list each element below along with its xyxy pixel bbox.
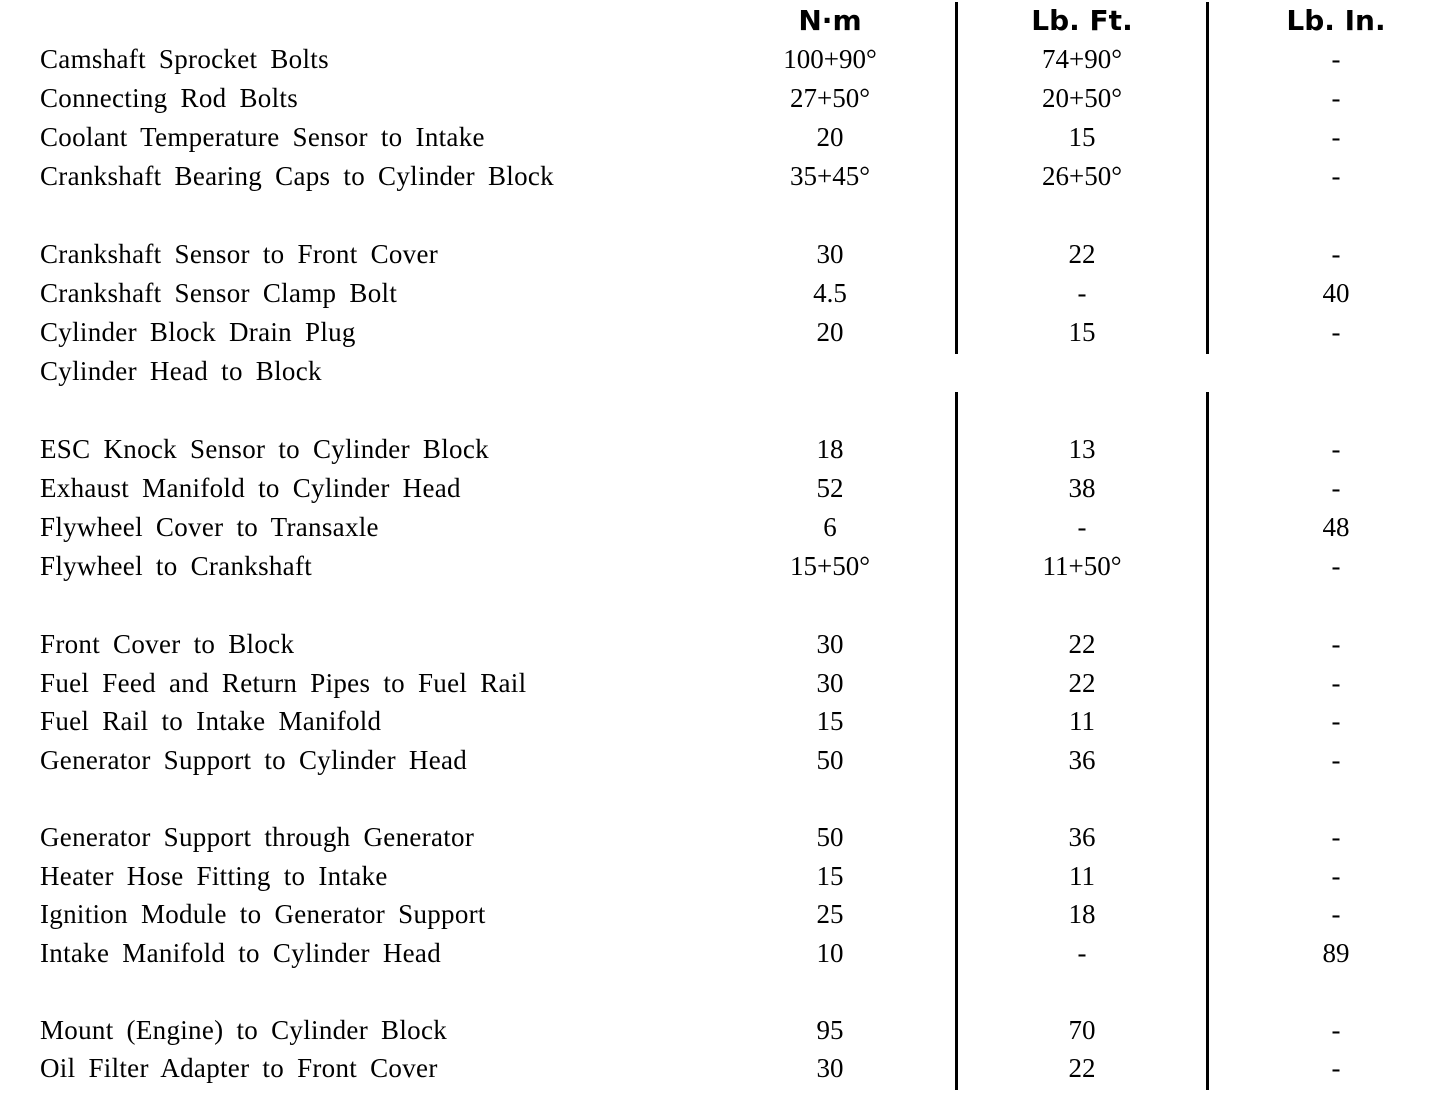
table-row	[0, 899, 1440, 935]
row-label: Cylinder Block Drain Plug	[40, 317, 356, 347]
row-label: Crankshaft Sensor Clamp Bolt	[40, 278, 398, 308]
row-label: Generator Support through Generator	[40, 822, 475, 852]
row-label: Connecting Rod Bolts	[40, 83, 299, 113]
table-row	[0, 278, 1440, 314]
value-nm: 10	[816, 938, 844, 968]
value-lbft: 36	[1068, 822, 1096, 852]
value-nm: 50	[816, 822, 844, 852]
value-lbft: 13	[1068, 434, 1096, 464]
table-row	[0, 512, 1440, 548]
value-nm: 15	[816, 706, 844, 736]
value-lbft: -	[1077, 278, 1087, 308]
row-label: Oil Filter Adapter to Front Cover	[40, 1053, 438, 1083]
table-row	[0, 44, 1440, 80]
value-lbft: 36	[1068, 745, 1096, 775]
table-row	[0, 83, 1440, 119]
row-label: Generator Support to Cylinder Head	[40, 745, 468, 775]
value-nm: 20	[816, 317, 844, 347]
table-row	[0, 161, 1440, 197]
table-row	[0, 938, 1440, 974]
value-lbin: -	[1331, 899, 1341, 929]
table-row	[0, 745, 1440, 781]
value-lbin: 40	[1322, 278, 1350, 308]
value-lbin: -	[1331, 83, 1341, 113]
value-lbft: 18	[1068, 899, 1096, 929]
value-lbin: -	[1331, 668, 1341, 698]
value-lbft: 15	[1068, 122, 1096, 152]
value-lbin: 48	[1322, 512, 1350, 542]
table-row	[0, 551, 1440, 587]
value-lbin: -	[1331, 629, 1341, 659]
value-nm: 30	[816, 668, 844, 698]
table-row	[0, 356, 1440, 392]
table-row	[0, 1015, 1440, 1051]
row-label: Heater Hose Fitting to Intake	[40, 861, 388, 891]
value-lbft: 70	[1068, 1015, 1096, 1045]
value-lbin: -	[1331, 434, 1341, 464]
header-lbft: Lb. Ft.	[1031, 4, 1133, 37]
value-lbin: -	[1331, 317, 1341, 347]
value-lbft: -	[1077, 938, 1087, 968]
value-nm: 52	[816, 473, 844, 503]
value-nm: 4.5	[813, 278, 847, 308]
value-lbft: 22	[1068, 239, 1096, 269]
row-label: Intake Manifold to Cylinder Head	[40, 938, 441, 968]
row-label: ESC Knock Sensor to Cylinder Block	[40, 434, 489, 464]
row-label: Flywheel to Crankshaft	[40, 551, 313, 581]
table-row	[0, 1053, 1440, 1089]
value-nm: 50	[816, 745, 844, 775]
value-nm: 100+90°	[783, 44, 877, 74]
value-lbin: -	[1331, 861, 1341, 891]
table-row	[0, 434, 1440, 470]
row-label: Exhaust Manifold to Cylinder Head	[40, 473, 461, 503]
value-lbft: 11	[1069, 706, 1095, 736]
row-label: Camshaft Sprocket Bolts	[40, 44, 329, 74]
table-row	[0, 706, 1440, 742]
row-label: Ignition Module to Generator Support	[40, 899, 486, 929]
value-nm: 18	[816, 434, 844, 464]
value-nm: 95	[816, 1015, 844, 1045]
value-lbin: -	[1331, 1053, 1341, 1083]
value-nm: 30	[816, 239, 844, 269]
value-lbft: 38	[1068, 473, 1096, 503]
value-lbft: 20+50°	[1041, 83, 1123, 113]
value-lbin: 89	[1322, 938, 1350, 968]
value-lbin: -	[1331, 473, 1341, 503]
value-lbin: -	[1331, 44, 1341, 74]
row-label: Crankshaft Bearing Caps to Cylinder Block	[40, 161, 554, 191]
value-lbin: -	[1331, 706, 1341, 736]
value-lbft: -	[1077, 512, 1087, 542]
row-label: Fuel Feed and Return Pipes to Fuel Rail	[40, 668, 527, 698]
table-row	[0, 317, 1440, 353]
table-row	[0, 473, 1440, 509]
value-nm: 20	[816, 122, 844, 152]
value-lbft: 22	[1068, 668, 1096, 698]
header-lbin: Lb. In.	[1286, 4, 1386, 37]
value-lbft: 11	[1069, 861, 1095, 891]
value-lbft: 22	[1068, 1053, 1096, 1083]
table-row	[0, 122, 1440, 158]
row-label: Front Cover to Block	[40, 629, 295, 659]
row-label: Fuel Rail to Intake Manifold	[40, 706, 382, 736]
value-lbin: -	[1331, 1015, 1341, 1045]
value-lbin: -	[1331, 745, 1341, 775]
table-row	[0, 668, 1440, 704]
row-label: Cylinder Head to Block	[40, 356, 322, 386]
value-nm: 15	[816, 861, 844, 891]
value-lbin: -	[1331, 822, 1341, 852]
value-nm: 15+50°	[789, 551, 871, 581]
table-row	[0, 861, 1440, 897]
row-label: Mount (Engine) to Cylinder Block	[40, 1015, 448, 1045]
value-lbft: 11+50°	[1042, 551, 1122, 581]
value-nm: 27+50°	[789, 83, 871, 113]
value-lbft: 22	[1068, 629, 1096, 659]
value-nm: 6	[823, 512, 837, 542]
row-label: Flywheel Cover to Transaxle	[40, 512, 379, 542]
value-nm: 30	[816, 1053, 844, 1083]
value-nm: 35+45°	[789, 161, 871, 191]
value-lbft: 74+90°	[1041, 44, 1123, 74]
value-lbin: -	[1331, 161, 1341, 191]
value-lbin: -	[1331, 239, 1341, 269]
table-row	[0, 822, 1440, 858]
row-label: Coolant Temperature Sensor to Intake	[40, 122, 485, 152]
table-row	[0, 629, 1440, 665]
table-row	[0, 239, 1440, 275]
value-lbft: 26+50°	[1041, 161, 1123, 191]
header-nm: N·m	[798, 4, 862, 37]
value-lbft: 15	[1068, 317, 1096, 347]
value-lbin: -	[1331, 122, 1341, 152]
row-label: Crankshaft Sensor to Front Cover	[40, 239, 439, 269]
value-nm: 30	[816, 629, 844, 659]
value-lbin: -	[1331, 551, 1341, 581]
value-nm: 25	[816, 899, 844, 929]
